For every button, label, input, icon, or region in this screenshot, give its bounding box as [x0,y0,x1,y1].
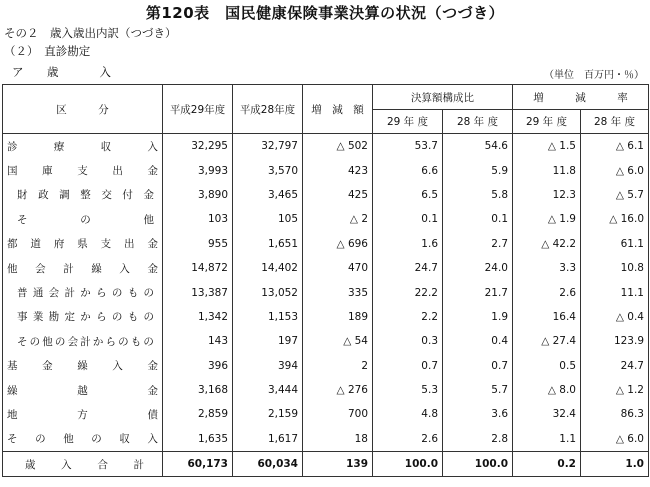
value-fy28: 1,617 [233,427,303,452]
ratio-fy28: 21.7 [443,280,513,304]
rate-fy28: 10.8 [581,256,649,280]
rate-fy29: 32.4 [513,402,581,426]
value-fy29: 3,993 [163,158,233,182]
ratio-fy28: 24.0 [443,256,513,280]
change-amount: 425 [303,183,373,207]
table-row [3,378,649,402]
ratio-fy29: 6.6 [373,158,443,182]
total-value-fy28: 60,034 [233,452,303,477]
value-fy29: 396 [163,354,233,378]
rate-fy29: △ 27.4 [513,329,581,353]
row-label: 普 通 会 計 か ら の も の [3,280,163,304]
rate-fy28: △ 6.0 [581,427,649,452]
ratio-fy28: 5.9 [443,158,513,182]
rate-fy28: △ 16.0 [581,207,649,231]
table-row [3,305,649,329]
unit-note: （単位 百万円・％） [544,70,644,81]
section-subtitle: その２ 歳入歳出内訳（つづき） [4,26,177,40]
rate-fy28: △ 6.0 [581,158,649,182]
value-fy28: 105 [233,207,303,231]
value-fy29: 1,635 [163,427,233,452]
rate-fy28: 11.1 [581,280,649,304]
table-row [3,207,649,231]
rate-fy29: △ 1.5 [513,134,581,159]
row-label: 都 道 府 県 支 出 金 [3,232,163,256]
value-fy28: 1,651 [233,232,303,256]
row-label: そ の 他 [3,207,163,231]
ratio-fy29: 0.3 [373,329,443,353]
value-fy28: 32,797 [233,134,303,159]
page-title: 第120表 国民健康保険事業決算の状況（つづき） [145,4,505,22]
change-amount: 335 [303,280,373,304]
value-fy29: 3,890 [163,183,233,207]
table-row [3,329,649,353]
value-fy29: 955 [163,232,233,256]
ratio-fy29: 22.2 [373,280,443,304]
ratio-fy28: 3.6 [443,402,513,426]
value-fy28: 3,465 [233,183,303,207]
table-row [3,280,649,304]
total-ratio-fy28: 100.0 [443,452,513,477]
change-amount: 189 [303,305,373,329]
total-row [3,452,649,477]
table-row [3,158,649,182]
rate-fy29: 16.4 [513,305,581,329]
row-label: 地 方 債 [3,402,163,426]
total-value-fy29: 60,173 [163,452,233,477]
ratio-fy29: 1.6 [373,232,443,256]
ratio-fy28: 54.6 [443,134,513,159]
value-fy29: 14,872 [163,256,233,280]
value-fy29: 103 [163,207,233,231]
header-rate-fy28: 28 年 度 [581,110,649,134]
table-row [3,134,649,159]
table-row [3,232,649,256]
row-label: 他 会 計 繰 入 金 [3,256,163,280]
value-fy29: 13,387 [163,280,233,304]
row-label: 財 政 調 整 交 付 金 [3,183,163,207]
table-row [3,354,649,378]
header-change: 増 減 額 [303,85,373,134]
ratio-fy29: 24.7 [373,256,443,280]
change-amount: 700 [303,402,373,426]
header-ratio-fy28: 28 年 度 [443,110,513,134]
value-fy29: 3,168 [163,378,233,402]
rate-fy28: △ 0.4 [581,305,649,329]
header-fy28: 平成28年度 [233,85,303,134]
table-row [3,183,649,207]
rate-fy28: △ 6.1 [581,134,649,159]
row-label: そ の 他 の 会 計 か ら の も の [3,329,163,353]
change-amount: △ 276 [303,378,373,402]
ratio-fy28: 5.8 [443,183,513,207]
change-amount: △ 502 [303,134,373,159]
value-fy28: 1,153 [233,305,303,329]
table-row [3,402,649,426]
total-rate-fy28: 1.0 [581,452,649,477]
change-amount: △ 696 [303,232,373,256]
change-amount: 2 [303,354,373,378]
row-label: 診 療 収 入 [3,134,163,159]
ratio-fy29: 0.7 [373,354,443,378]
change-amount: 423 [303,158,373,182]
rate-fy29: 2.6 [513,280,581,304]
value-fy28: 394 [233,354,303,378]
value-fy29: 32,295 [163,134,233,159]
value-fy28: 13,052 [233,280,303,304]
header-rate-fy29: 29 年 度 [513,110,581,134]
change-amount: △ 2 [303,207,373,231]
change-amount: 18 [303,427,373,452]
total-rate-fy29: 0.2 [513,452,581,477]
ratio-fy28: 0.1 [443,207,513,231]
header-category: 区 分 [3,85,163,134]
value-fy28: 3,444 [233,378,303,402]
header-fy29: 平成29年度 [163,85,233,134]
header-ratio-fy29: 29 年 度 [373,110,443,134]
rate-fy29: 0.5 [513,354,581,378]
rate-fy29: △ 42.2 [513,232,581,256]
total-change-amount: 139 [303,452,373,477]
header-composition-ratio: 決算額構成比 [373,85,513,110]
row-label: 国 庫 支 出 金 [3,158,163,182]
rate-fy28: △ 1.2 [581,378,649,402]
rate-fy29: 12.3 [513,183,581,207]
rate-fy28: 24.7 [581,354,649,378]
rate-fy28: 123.9 [581,329,649,353]
value-fy29: 2,859 [163,402,233,426]
value-fy28: 2,159 [233,402,303,426]
ratio-fy28: 2.8 [443,427,513,452]
rate-fy29: 11.8 [513,158,581,182]
subsection-subtitle: （２） 直診勘定 [4,44,91,58]
ratio-fy28: 2.7 [443,232,513,256]
value-fy29: 143 [163,329,233,353]
table-caption: ア 歳 入 [12,65,117,79]
row-label: 繰 越 金 [3,378,163,402]
rate-fy29: △ 8.0 [513,378,581,402]
value-fy29: 1,342 [163,305,233,329]
ratio-fy29: 6.5 [373,183,443,207]
ratio-fy29: 2.2 [373,305,443,329]
ratio-fy29: 2.6 [373,427,443,452]
rate-fy28: 61.1 [581,232,649,256]
ratio-fy29: 5.3 [373,378,443,402]
ratio-fy28: 0.4 [443,329,513,353]
ratio-fy28: 5.7 [443,378,513,402]
ratio-fy29: 0.1 [373,207,443,231]
rate-fy29: 3.3 [513,256,581,280]
header-change-rate: 増 減 率 [513,85,649,110]
total-ratio-fy29: 100.0 [373,452,443,477]
table-body [3,134,649,477]
row-label: 歳 入 合 計 [3,452,163,477]
value-fy28: 3,570 [233,158,303,182]
revenue-table [2,84,649,477]
row-label: 基 金 繰 入 金 [3,354,163,378]
rate-fy28: 86.3 [581,402,649,426]
ratio-fy29: 53.7 [373,134,443,159]
row-label: 事 業 勘 定 か ら の も の [3,305,163,329]
value-fy28: 197 [233,329,303,353]
row-label: そ の 他 の 収 入 [3,427,163,452]
ratio-fy28: 0.7 [443,354,513,378]
table-row [3,427,649,452]
ratio-fy28: 1.9 [443,305,513,329]
rate-fy29: 1.1 [513,427,581,452]
rate-fy29: △ 1.9 [513,207,581,231]
table-row [3,256,649,280]
value-fy28: 14,402 [233,256,303,280]
change-amount: 470 [303,256,373,280]
ratio-fy29: 4.8 [373,402,443,426]
rate-fy28: △ 5.7 [581,183,649,207]
change-amount: △ 54 [303,329,373,353]
